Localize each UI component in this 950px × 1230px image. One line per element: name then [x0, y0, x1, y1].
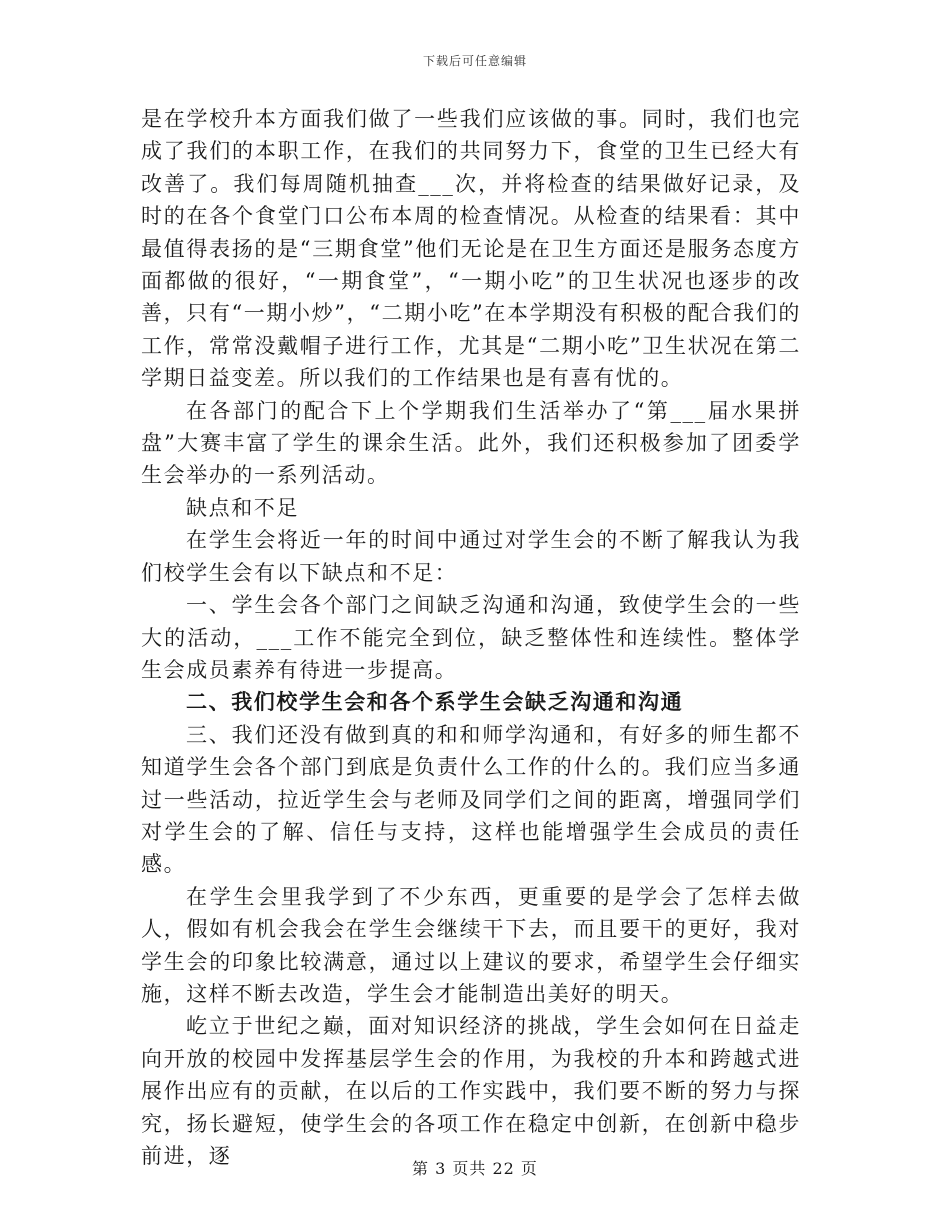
page-header: 下载后可任意编辑	[422, 54, 527, 68]
paragraph-shortcomings-intro: 在学生会将近一年的时间中通过对学生会的不断了解我认为我们校学生会有以下缺点和不足：	[141, 528, 801, 585]
paragraph-point-three: 三、我们还没有做到真的和和师学沟通和，有好多的师生都不知道学生会各个部门到底是负责什么工作的什么的。我们应当多通过一些活动，拉近学生会与老师及同学们之间的距离，增强同学们对学生会的了解、信任与支持，这样也能增强学生会成员的责任感。	[141, 722, 801, 877]
document-body	[141, 103, 801, 1172]
paragraph-point-one: 一、学生会各个部门之间缺乏沟通和沟通，致使学生会的一些大的活动，___工作不能完全到位，缺乏整体性和连续性。整体学生会成员素养有待进一步提高。	[141, 593, 801, 682]
page-number-footer: 第 3 页共 22 页	[412, 1159, 538, 1178]
paragraph-canteen-inspection: 是在学校升本方面我们做了一些我们应该做的事。同时，我们也完成了我们的本职工作，在我们的共同努力下，食堂的卫生已经大有改善了。我们每周随机抽查___次，并将检查的结果做好记录，及时的在各个食堂门口公布本周的检查情况。从检查的结果看：其中最值得表扬的是“三期食堂”他们无论是在卫生方面还是服务态度方面都做的很好，“一期食堂”，“一期小吃”的卫生状况也逐步的改善，只有“一期小炒”，“二期小吃”在本学期没有积极的配合我们的工作，常常没戴帽子进行工作，尤其是“二期小吃”卫生状况在第二学期日益变差。所以我们的工作结果也是有喜有忧的。	[141, 107, 801, 391]
paragraph-outlook: 屹立于世纪之巅，面对知识经济的挑战，学生会如何在日益走向开放的校园中发挥基层学生会的作用，为我校的升本和跨越式进展作出应有的贡献，在以后的工作实践中，我们要不断的努力与探究，扬长避短，使学生会的各项工作在稳定中创新，在创新中稳步前进，逐	[141, 1014, 801, 1168]
section-heading-shortcomings: 缺点和不足	[186, 495, 299, 520]
paragraph-learning: 在学生会里我学到了不少东西，更重要的是学会了怎样去做人，假如有机会我会在学生会继续干下去，而且要干的更好，我对学生会的印象比较满意，通过以上建议的要求，希望学生会仔细实施，这样不断去改造，学生会才能制造出美好的明天。	[141, 884, 801, 1006]
paragraph-fruit-contest: 在各部门的配合下上个学期我们生活举办了“第___届水果拼盘”大赛丰富了学生的课余生活。此外，我们还积极参加了团委学生会举办的一系列活动。	[141, 398, 801, 488]
paragraph-point-two: 二、我们校学生会和各个系学生会缺乏沟通和沟通	[186, 689, 684, 715]
